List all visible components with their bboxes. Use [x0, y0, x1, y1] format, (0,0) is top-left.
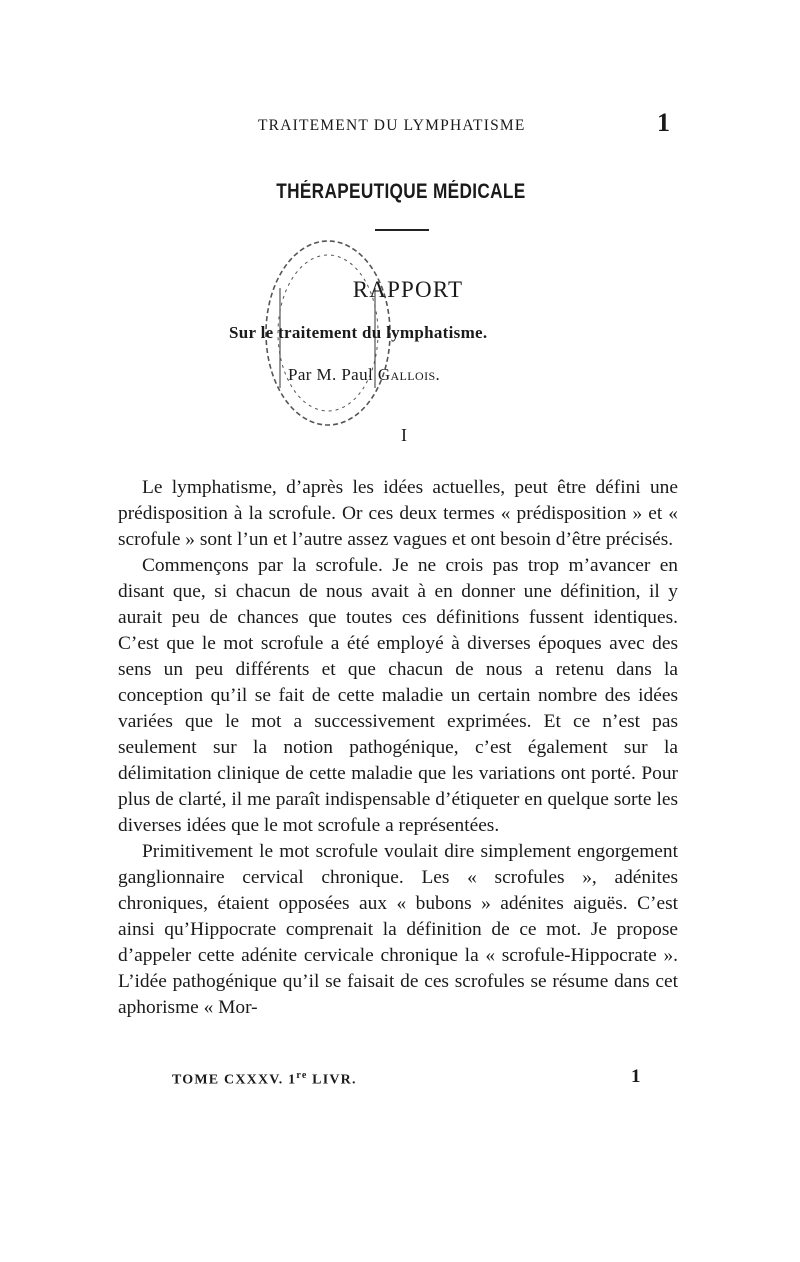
- paragraph-3: Primitivement le mot scrofule voulait dire simplement engorgement ganglionnaire cervical chronique. Les « scrofules », adénites chroniques, étaient opposées aux « bubons » adénites aiguës. C’est ainsi qu’Hippocrate comprenait la définition de ce mot. Je propose d’appeler cette adénite cervicale chronique la « scrofule-Hippocrate ». L’idée pathogénique qu’il se faisait de ces scrofules se résume dans cet aphorisme « Mor-: [118, 841, 678, 1018]
- footer-volume: [172, 1070, 357, 1089]
- footer-signature: 1: [631, 1066, 641, 1087]
- article-author: [288, 365, 440, 385]
- part-number: I: [401, 425, 407, 445]
- author-first-name: Paul: [341, 365, 378, 384]
- paragraph-2: Commençons par la scrofule. Je ne crois pas trop m’avancer en disant que, si chacun de nous avait à en donner une définition, il y aurait peu de chances que toutes ces définitions fussent identiques. C’est que le mot scrofule a été employé à diverses époques avec des sens un peu différents et que chacun de nous a retenu dans la conception qu’il se fait de cette maladie un certain nombre des idées variées que le mot a successivement exprimées. Et ce n’est pas seulement sur la notion pathogénique, c’est également sur la délimitation clinique de cette maladie que les variations ont porté. Pour plus de clarté, il me paraît indispensable d’étiqueter en quelque sorte les diverses idées que le mot scrofule a représentées.: [118, 555, 678, 836]
- paragraph-1: Le lymphatisme, d’après les idées actuelles, peut être défini une prédisposition à la scrofule. Or ces deux termes « prédisposition » et « scrofule » sont l’un et l’autre assez vagues et ont besoin d’être précisés.: [118, 477, 678, 550]
- page-number: 1: [657, 108, 670, 137]
- running-head: TRAITEMENT DU LYMPHATISME: [258, 117, 526, 134]
- footer-volume-text: TOME CXXXV. 1: [172, 1072, 297, 1088]
- article-title: RAPPORT: [352, 277, 464, 302]
- author-prefix: Par M.: [288, 365, 342, 384]
- article-subtitle: Sur le traitement du lymphatisme.: [229, 323, 488, 342]
- section-title: THÉRAPEUTIQUE MÉDICALE: [276, 180, 526, 203]
- body-text: [118, 475, 678, 1021]
- footer-volume-end: LIVR.: [307, 1072, 357, 1088]
- footer-volume-sup: re: [296, 1070, 308, 1081]
- author-last-name: Gallois.: [377, 365, 441, 384]
